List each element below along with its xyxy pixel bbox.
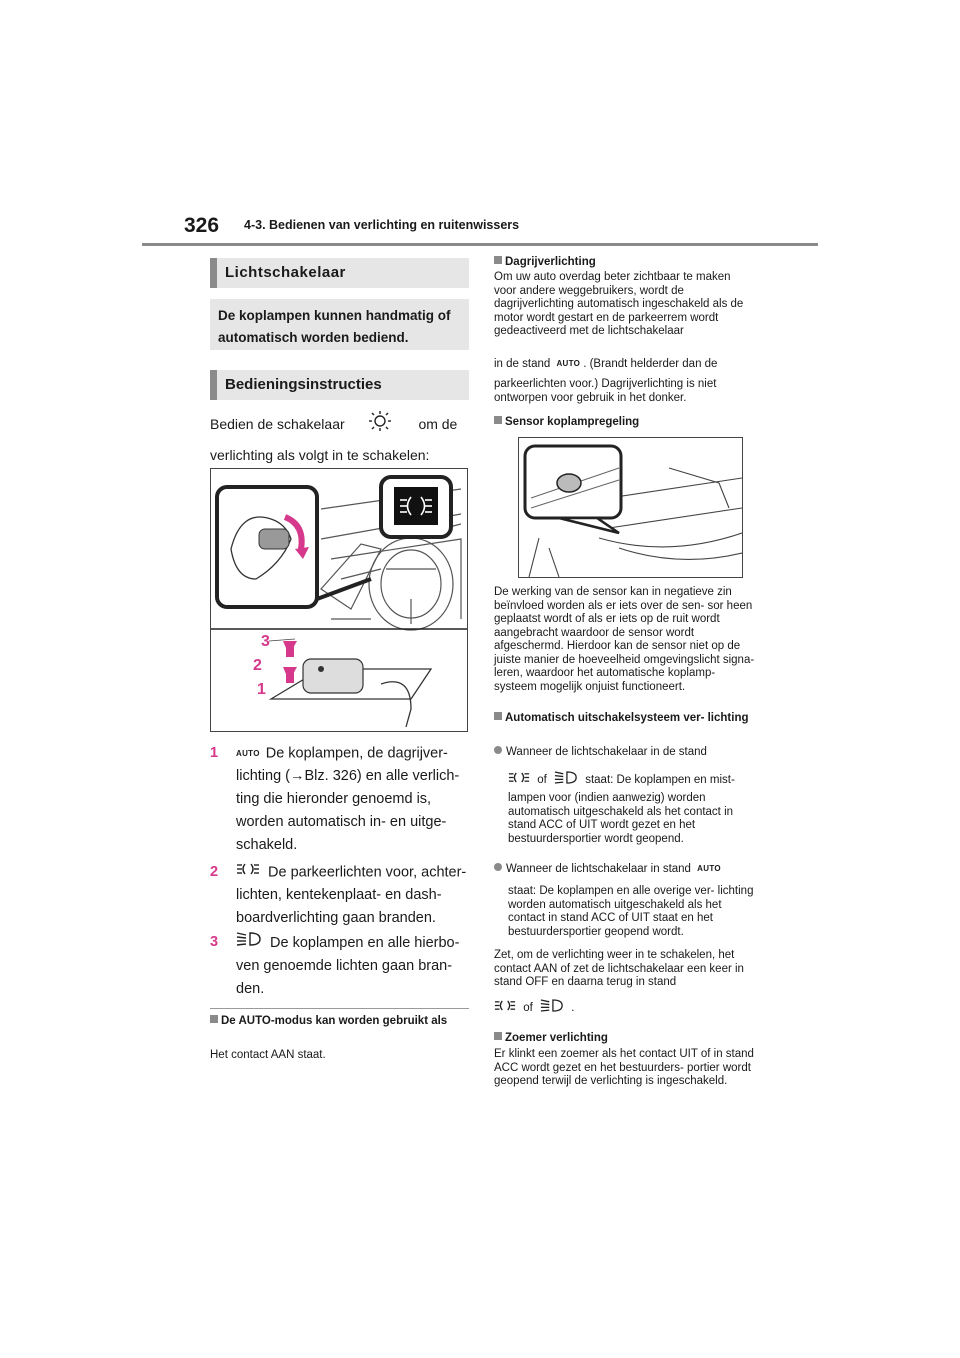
item-line1: De koplampen en alle hierbo- bbox=[270, 934, 460, 951]
reset-icons-line: of . bbox=[494, 998, 756, 1018]
figure-label-2: 2 bbox=[253, 657, 262, 674]
summary-box: De koplampen kunnen handmatig of automatisch worden bediend. bbox=[210, 299, 469, 350]
item-line2: ven genoemde lichten gaan bran- bbox=[236, 958, 453, 974]
parking-light-icon bbox=[236, 861, 260, 884]
bullet1-icons-line: of staat: De koplampen en mist- bbox=[508, 770, 756, 790]
round-bullet-icon bbox=[494, 746, 502, 754]
auto-icon: AUTO bbox=[697, 864, 721, 873]
list-item bbox=[210, 861, 470, 933]
instructions-title: Bedieningsinstructies bbox=[210, 370, 469, 400]
separator bbox=[210, 1008, 469, 1009]
intro-text-c: verlichting als volgt in te schakelen: bbox=[210, 447, 430, 463]
item-line1: De koplampen, de dagrijver- bbox=[265, 745, 448, 762]
square-bullet-icon bbox=[494, 256, 502, 264]
auto-mode-heading: De AUTO-modus kan worden gebruikt als bbox=[210, 1014, 482, 1028]
instructions-title-box bbox=[210, 370, 469, 400]
buzzer-text: Er klinkt een zoemer als het contact UIT of in stand ACC wordt gezet en het bestuurders- portier wordt geopend terwijl de verlichting is ingeschakeld. bbox=[494, 1048, 754, 1087]
item-number: 2 bbox=[210, 864, 219, 880]
drl-text-line: in de stand AUTO . (Brandt helderder dan de bbox=[494, 357, 718, 370]
section-title-box bbox=[210, 258, 469, 288]
square-bullet-icon bbox=[494, 416, 502, 424]
intro-text-b: om de bbox=[418, 416, 458, 433]
intro-text-a: Bedien de schakelaar bbox=[210, 416, 345, 433]
auto-icon: AUTO bbox=[556, 359, 581, 368]
bullet1-rest: lampen voor (indien aanwezig) worden automatisch uitgeschakeld als het contact in stand ACC of UIT wordt gezet en het bestuurdersportier wordt geopend. bbox=[508, 792, 734, 845]
square-bullet-icon bbox=[494, 1032, 502, 1040]
figure-label-3: 3 bbox=[261, 633, 270, 650]
item-line3: den. bbox=[236, 981, 265, 997]
item-line2: lichting (→Blz. 326) en alle verlich- bbox=[236, 768, 460, 785]
list-item bbox=[210, 931, 470, 1003]
drl-text-end: parkeerlichten voor.) Dagrijverlichting is niet ontworpen voor gebruik in het donker. bbox=[494, 378, 717, 404]
section-title: Lichtschakelaar bbox=[210, 258, 469, 288]
square-bullet-icon bbox=[210, 1015, 218, 1023]
autooff-heading: Automatisch uitschakelsysteem ver- lichting bbox=[494, 712, 768, 726]
bullet2-rest: staat: De koplampen en alle overige ver- lichting worden automatisch uitgeschakeld als het contact in stand ACC of UIT staat en het bestuurdersportier geopend wordt. bbox=[508, 885, 754, 938]
parking-light-icon bbox=[508, 771, 530, 789]
square-bullet-icon bbox=[494, 712, 502, 720]
item-line2: lichten, kentekenplaat- en dash- bbox=[236, 887, 442, 904]
page-number: 326 bbox=[184, 214, 220, 237]
sensor-heading: Sensor koplampregeling bbox=[494, 416, 756, 430]
auto-mode-text: Het contact AAN staat. bbox=[210, 1049, 326, 1061]
bullet1-first: Wanneer de lichtschakelaar in de stand bbox=[494, 746, 756, 760]
headlight-icon bbox=[236, 931, 262, 955]
headlight-icon bbox=[540, 998, 564, 1018]
bullet2-first: Wanneer de lichtschakelaar in stand AUTO bbox=[494, 862, 756, 876]
figure-label-1: 1 bbox=[257, 681, 266, 698]
buzzer-heading: Zoemer verlichting bbox=[494, 1032, 756, 1046]
header-rule bbox=[142, 243, 818, 246]
item-line3: ting die hieronder genoemd is, bbox=[236, 791, 432, 808]
item-line3: boardverlichting gaan branden. bbox=[236, 910, 436, 927]
list-item bbox=[210, 742, 470, 862]
item-line4: worden automatisch in- en uitge- bbox=[236, 814, 447, 831]
item-number: 3 bbox=[210, 934, 219, 950]
chapter-title: 4-3. Bedienen van verlichting en ruitenwissers bbox=[244, 218, 520, 232]
parking-light-icon bbox=[494, 999, 516, 1017]
item-line1: De parkeerlichten voor, achter- bbox=[268, 864, 467, 881]
round-bullet-icon bbox=[494, 863, 502, 871]
item-line5: schakeld. bbox=[236, 837, 298, 854]
intro-paragraph bbox=[210, 410, 470, 469]
drl-text: Om uw auto overdag beter zichtbaar te maken voor andere weggebruikers, wordt de dagrijverlichting automatisch ingeschakeld als de motor wordt gestart en de parkeerrem wordt gedeactiveerd met de lichtschakelaar bbox=[494, 271, 744, 337]
light-switch-figure bbox=[210, 468, 468, 732]
light-switch-icon bbox=[367, 410, 393, 441]
drl-heading: Dagrijverlichting bbox=[494, 256, 756, 270]
sensor-text: De werking van de sensor kan in negatieve zin beïnvloed worden als er iets over de sen- sor heen geplaatst wordt of als er iets op de ruit wordt aangebracht waardoor de sensor wordt afgeschermd. Hierdoor kan de sensor niet op de juiste manier de hoeveelheid omgevingslicht signa- leren, waardoor het automatische koplamp- systeem mogelijk onjuist functioneert. bbox=[494, 586, 755, 693]
headlight-icon bbox=[554, 770, 578, 790]
item-number: 1 bbox=[210, 745, 219, 761]
sensor-figure bbox=[518, 437, 743, 578]
auto-icon: AUTO bbox=[236, 749, 260, 758]
reset-text: Zet, om de verlichting weer in te schakelen, het contact AAN of zet de lichtschakelaar een keer in stand OFF en daarna terug in stand bbox=[494, 949, 744, 988]
